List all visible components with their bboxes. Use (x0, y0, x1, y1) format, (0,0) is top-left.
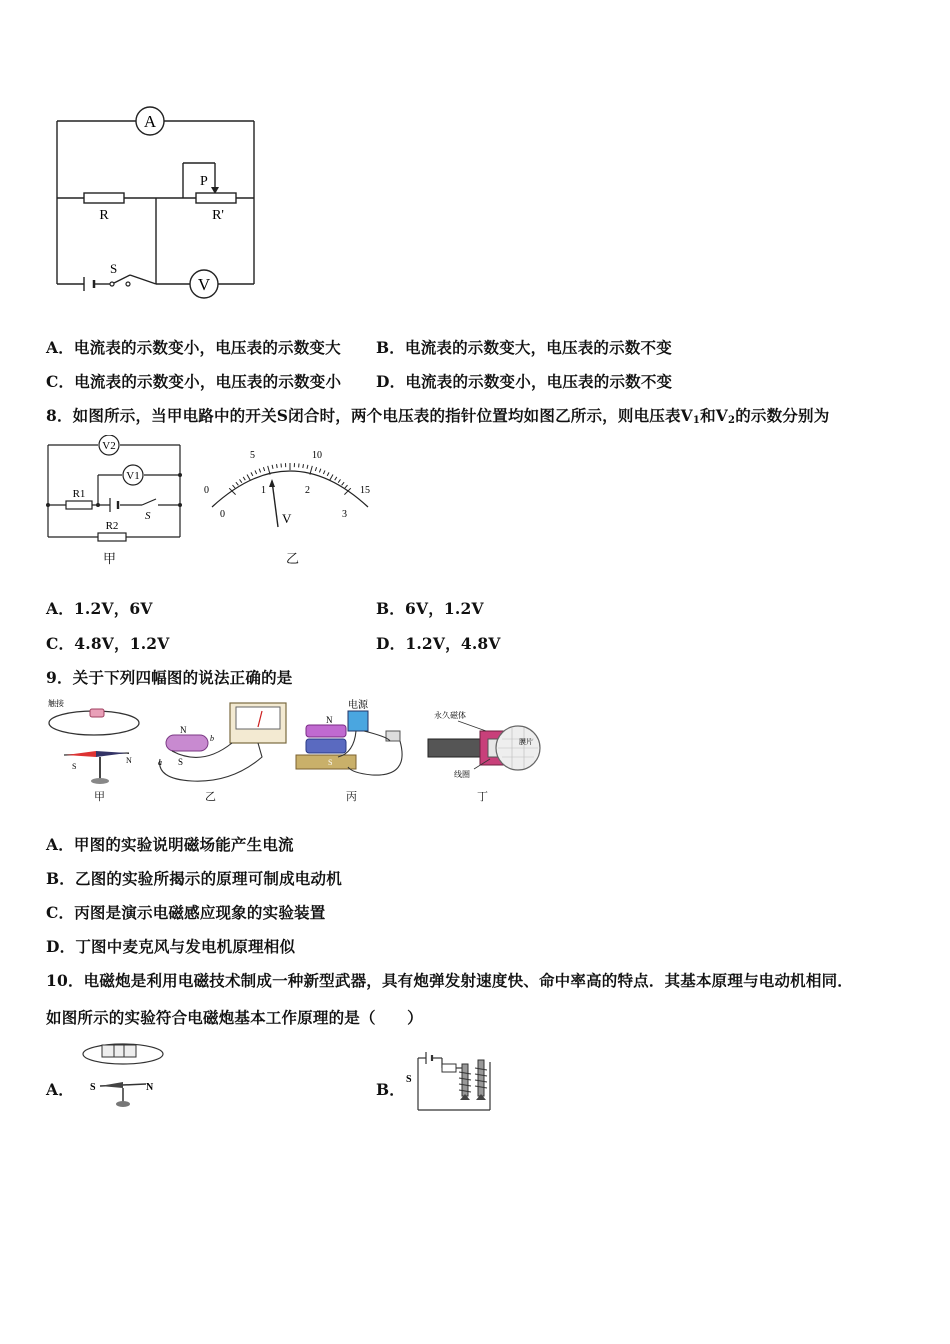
q9-yi-b-label: b (210, 734, 214, 743)
q8-voltmeter-dial (198, 445, 383, 535)
q7-option-d[interactable]: D．电流表的示数变小，电压表的示数不变 (376, 372, 673, 391)
q8-upper-tick-1: 5 (250, 450, 255, 461)
q7-rheostat-label: R' (212, 208, 224, 223)
q10-a-s-label: S (90, 1082, 96, 1093)
q10-stem-line1: 10．电磁炮是利用电磁技术制成一种新型武器，具有炮弹发射速度快、命中率高的特点．其基本原理与电动机相同． (46, 971, 853, 990)
q10-figure-a[interactable] (76, 1040, 171, 1115)
q8-dial-tick (259, 469, 260, 473)
q9-caption-ding: 丁 (477, 790, 488, 803)
q9-bing-n-label: N (326, 715, 333, 725)
q9-option-c[interactable]: C．丙图是演示电磁感应现象的实验装置 (46, 903, 326, 922)
q8-stem-mid: 和V (700, 406, 729, 425)
q9-jia-s-label: S (72, 762, 77, 771)
q7-switch-label: S (110, 261, 118, 276)
q9-option-d[interactable]: D．丁图中麦克风与发电机原理相似 (46, 937, 296, 956)
q9-yi-a-label: a (158, 758, 162, 767)
q8-option-d[interactable]: D．1.2V，4.8V (376, 634, 501, 653)
q7-option-c[interactable]: C．电流表的示数变小，电压表的示数变小 (46, 372, 342, 391)
q10-figure-b[interactable] (404, 1042, 499, 1117)
q8-dial-tick (247, 475, 251, 481)
q8-upper-tick-0: 0 (204, 485, 209, 496)
q8-stem-sub2: 2 (728, 415, 736, 426)
q8-dial-tick (323, 470, 325, 474)
q8-upper-tick-2: 10 (312, 450, 322, 461)
q8-dial-needle (272, 481, 278, 527)
q8-v1-label: V1 (126, 470, 140, 482)
q8-v2-label: V2 (102, 440, 116, 452)
q9-jia-n-label: N (126, 756, 132, 765)
q8-upper-tick-3: 15 (360, 485, 370, 496)
q9-yi-n-label: N (180, 725, 187, 735)
q8-dial-tick (240, 479, 242, 482)
q8-dial-tick (263, 467, 264, 471)
q8-dial-tick (251, 472, 253, 476)
q8-dial-tick (243, 477, 245, 480)
q8-r1-label: R1 (72, 488, 86, 500)
q9-option-a[interactable]: A．甲图的实验说明磁场能产生电流 (46, 835, 294, 854)
q9-option-b[interactable]: B．乙图的实验所揭示的原理可制成电动机 (46, 869, 342, 888)
q8-dial-tick (327, 472, 329, 476)
q8-stem-pre: 8．如图所示，当甲电路中的开关S闭合时，两个电压表的指针位置均如图乙所示，则电压表V (46, 406, 693, 425)
q9-figure-bing (292, 697, 412, 787)
q9-bing-power-label: 电源 (348, 700, 368, 711)
q8-caption-yi: 乙 (286, 552, 300, 567)
q9-caption-jia: 甲 (94, 790, 105, 803)
q8-lower-tick-0: 0 (220, 509, 225, 520)
q10-option-a-label[interactable]: A． (46, 1080, 74, 1099)
q8-dial-tick (236, 482, 239, 485)
q9-figure-ding (422, 697, 542, 787)
q7-resistor-label: R (99, 208, 109, 223)
q7-circuit-diagram (50, 105, 265, 300)
q8-stem-post: 的示数分别为 (735, 406, 830, 425)
q8-lower-tick-1: 1 (261, 485, 266, 496)
q9-ding-film-label: 膜片 (519, 738, 533, 746)
q7-ammeter-label: A (143, 112, 157, 131)
q10-a-n-label: N (146, 1082, 154, 1093)
q9-caption-bing: 丙 (346, 790, 357, 803)
q8-r2-label: R2 (105, 520, 119, 532)
q9-stem: 9．关于下列四幅图的说法正确的是 (46, 668, 293, 687)
q9-ding-magnet-label: 永久磁体 (434, 711, 466, 720)
q9-bing-s-label: S (328, 758, 333, 767)
q7-voltmeter-label: V (197, 275, 211, 294)
q10-b-s-label: S (406, 1074, 412, 1085)
q8-dial-tick (330, 475, 334, 481)
q8-option-a[interactable]: A．1.2V，6V (46, 599, 153, 618)
q8-caption-jia: 甲 (103, 552, 117, 567)
q8-option-c[interactable]: C．4.8V，1.2V (46, 634, 170, 653)
q8-dial-tick (335, 477, 337, 480)
q9-ding-coil-label: 线圈 (454, 770, 470, 779)
q7-option-a[interactable]: A．电流表的示数变小，电压表的示数变大 (46, 338, 341, 357)
q8-dial-tick (315, 467, 316, 471)
q8-switch-label: S (145, 510, 151, 522)
q9-yi-s-label: S (178, 757, 184, 767)
q10-option-b-label[interactable]: B． (376, 1080, 406, 1099)
q8-option-b[interactable]: B．6V，1.2V (376, 599, 484, 618)
q8-stem-sub1: 1 (692, 415, 701, 426)
q8-dial-tick (233, 485, 236, 488)
q8-lower-tick-3: 3 (342, 509, 347, 520)
q7-option-b[interactable]: B．电流表的示数变大，电压表的示数不变 (376, 338, 672, 357)
q8-stem (46, 404, 829, 426)
q9-figure-yi (152, 697, 292, 787)
q9-caption-yi: 乙 (205, 790, 216, 803)
q8-dial-tick (342, 482, 345, 485)
q8-lower-tick-2: 2 (305, 485, 310, 496)
q7-slider-label: P (200, 174, 208, 189)
q8-dial-tick (277, 464, 278, 468)
q8-dial-tick (307, 465, 308, 469)
q8-dial-tick (345, 485, 348, 488)
q8-dial-tick (255, 470, 257, 474)
q8-dial-tick (338, 479, 340, 482)
q9-figure-jia (44, 697, 149, 787)
q8-dial-tick (272, 465, 273, 469)
q8-dial-tick (303, 464, 304, 468)
q9-jia-touch-label: 触接 (48, 699, 64, 708)
q8-dial-unit: V (282, 511, 292, 526)
q10-stem-line2: 如图所示的实验符合电磁炮基本工作原理的是（ ） (46, 1008, 423, 1027)
q8-dial-tick (319, 469, 320, 473)
